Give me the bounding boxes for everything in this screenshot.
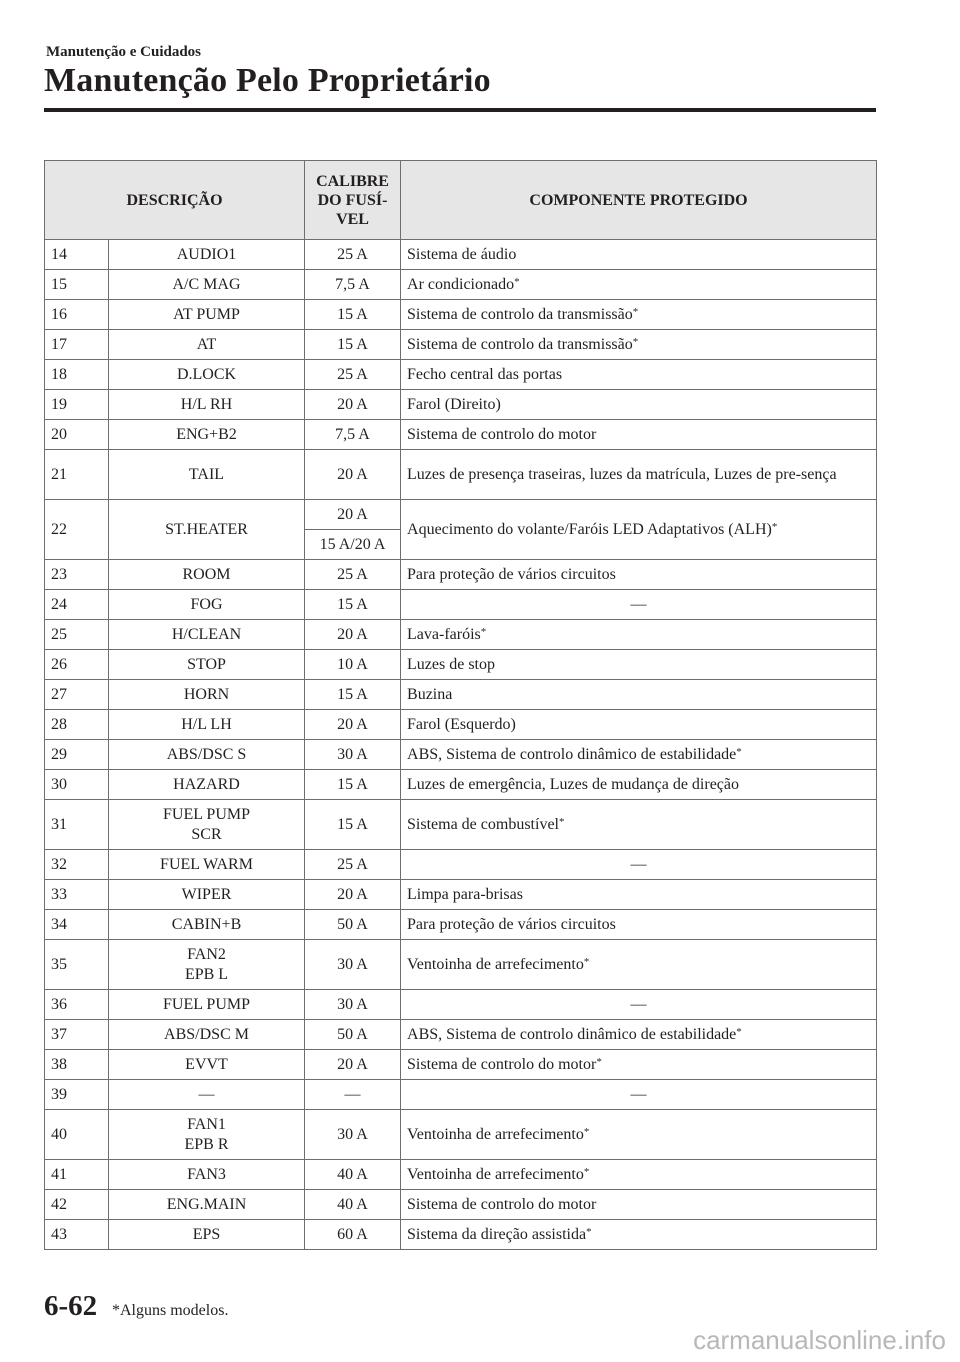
page-title: Manutenção Pelo Proprietário bbox=[44, 62, 491, 99]
fuse-number: 27 bbox=[45, 680, 109, 710]
fuse-rating: 50 A bbox=[305, 910, 401, 940]
component-text: Sistema de controlo da transmissão bbox=[407, 335, 633, 353]
title-rule bbox=[44, 108, 876, 112]
fuse-rating: 15 A bbox=[305, 300, 401, 330]
fuse-rating: 20 A bbox=[305, 450, 401, 500]
model-note-marker: * bbox=[480, 625, 487, 638]
component-text: Sistema de áudio bbox=[407, 245, 517, 263]
fuse-number: 17 bbox=[45, 330, 109, 360]
protected-component bbox=[401, 770, 877, 800]
fuse-description-line: ― bbox=[198, 1085, 215, 1103]
fuse-number: 39 bbox=[45, 1080, 109, 1110]
fuse-number: 21 bbox=[45, 450, 109, 500]
component-text: Fecho central das portas bbox=[407, 365, 563, 383]
component-text: Sistema de combustível bbox=[407, 815, 559, 833]
fuse-description-line: EPB R bbox=[184, 1135, 229, 1153]
table-row bbox=[45, 390, 877, 420]
fuse-description bbox=[109, 450, 305, 500]
fuse-description bbox=[109, 590, 305, 620]
fuse-description bbox=[109, 620, 305, 650]
fuse-rating: 15 A/20 A bbox=[305, 530, 401, 560]
fuse-number: 29 bbox=[45, 740, 109, 770]
protected-component bbox=[401, 1050, 877, 1080]
table-row bbox=[45, 270, 877, 300]
model-note-marker: * bbox=[514, 275, 520, 288]
fuse-number: 14 bbox=[45, 240, 109, 270]
fuse-number: 24 bbox=[45, 590, 109, 620]
fuse-rating: 30 A bbox=[305, 740, 401, 770]
fuse-description-line: AT PUMP bbox=[173, 305, 240, 323]
protected-component bbox=[401, 880, 877, 910]
fuse-rating: 20 A bbox=[305, 500, 401, 530]
fuse-rating: 10 A bbox=[305, 650, 401, 680]
fuse-table bbox=[44, 160, 877, 1250]
fuse-description bbox=[109, 240, 305, 270]
component-text: ― bbox=[630, 1085, 647, 1103]
model-note-marker: * bbox=[736, 1025, 742, 1038]
fuse-number: 20 bbox=[45, 420, 109, 450]
fuse-description-line: ENG+B2 bbox=[176, 425, 237, 443]
table-row bbox=[45, 500, 877, 530]
fuse-description-line: EPB L bbox=[184, 965, 229, 983]
fuse-number: 15 bbox=[45, 270, 109, 300]
fuse-description-line: FAN2 bbox=[187, 945, 226, 963]
fuse-description-line: FAN3 bbox=[187, 1165, 226, 1183]
fuse-rating: 40 A bbox=[305, 1190, 401, 1220]
fuse-description bbox=[109, 1190, 305, 1220]
model-note-marker: * bbox=[771, 520, 778, 533]
header-description: DESCRIÇÃO bbox=[45, 161, 305, 240]
protected-component bbox=[401, 390, 877, 420]
fuse-description-line: TAIL bbox=[188, 465, 225, 483]
table-row bbox=[45, 770, 877, 800]
fuse-number: 30 bbox=[45, 770, 109, 800]
table-row bbox=[45, 710, 877, 740]
component-text: ― bbox=[630, 995, 647, 1013]
fuse-description bbox=[109, 910, 305, 940]
fuse-number: 43 bbox=[45, 1220, 109, 1250]
fuse-description-line: FUEL WARM bbox=[160, 855, 253, 873]
component-text: ABS, Sistema de controlo dinâmico de estabilidade bbox=[407, 1025, 737, 1043]
page-number: 6-62 bbox=[44, 1290, 98, 1322]
fuse-rating: 40 A bbox=[305, 1160, 401, 1190]
protected-component bbox=[401, 300, 877, 330]
component-text: Ventoinha de arrefecimento bbox=[407, 955, 584, 973]
fuse-description bbox=[109, 800, 305, 850]
fuse-number: 28 bbox=[45, 710, 109, 740]
fuse-rating: 25 A bbox=[305, 360, 401, 390]
fuse-rating: 25 A bbox=[305, 240, 401, 270]
table-row bbox=[45, 1020, 877, 1050]
fuse-rating: 15 A bbox=[305, 800, 401, 850]
fuse-rating: 20 A bbox=[305, 880, 401, 910]
fuse-number: 41 bbox=[45, 1160, 109, 1190]
model-note-marker: * bbox=[583, 1165, 590, 1178]
component-text: Limpa para-brisas bbox=[407, 885, 523, 903]
component-text: Farol (Direito) bbox=[407, 395, 501, 413]
fuse-rating: 25 A bbox=[305, 850, 401, 880]
protected-component bbox=[401, 1220, 877, 1250]
fuse-description bbox=[109, 390, 305, 420]
fuse-rating: 60 A bbox=[305, 1220, 401, 1250]
fuse-rating: 25 A bbox=[305, 560, 401, 590]
fuse-number: 18 bbox=[45, 360, 109, 390]
header-fuse-rating: CALIBRE DO FUSÍ-VEL bbox=[305, 161, 401, 240]
protected-component bbox=[401, 420, 877, 450]
table-row bbox=[45, 680, 877, 710]
protected-component bbox=[401, 1190, 877, 1220]
component-text: ABS, Sistema de controlo dinâmico de estabilidade bbox=[407, 745, 737, 763]
fuse-description-line: AUDIO1 bbox=[176, 245, 237, 263]
component-text: ― bbox=[630, 595, 647, 613]
table-row bbox=[45, 740, 877, 770]
model-note-marker: * bbox=[632, 335, 639, 348]
protected-component bbox=[401, 1110, 877, 1160]
table-row bbox=[45, 1110, 877, 1160]
protected-component bbox=[401, 1160, 877, 1190]
protected-component bbox=[401, 560, 877, 590]
fuse-description-line: CABIN+B bbox=[171, 915, 242, 933]
table-row bbox=[45, 620, 877, 650]
fuse-description bbox=[109, 680, 305, 710]
fuse-description-line: SCR bbox=[191, 825, 222, 843]
protected-component bbox=[401, 270, 877, 300]
protected-component bbox=[401, 330, 877, 360]
fuse-rating: 15 A bbox=[305, 680, 401, 710]
fuse-description bbox=[109, 850, 305, 880]
fuse-description bbox=[109, 300, 305, 330]
fuse-rating: 30 A bbox=[305, 940, 401, 990]
table-row bbox=[45, 1220, 877, 1250]
table-row bbox=[45, 590, 877, 620]
protected-component bbox=[401, 240, 877, 270]
fuse-number: 22 bbox=[45, 500, 109, 560]
component-text: Luzes de emergência, Luzes de mudança de direção bbox=[407, 775, 739, 793]
table-row bbox=[45, 560, 877, 590]
fuse-rating: 15 A bbox=[305, 590, 401, 620]
fuse-rating: 7,5 A bbox=[305, 270, 401, 300]
table-row bbox=[45, 240, 877, 270]
model-note-marker: * bbox=[586, 1225, 592, 1238]
table-row bbox=[45, 360, 877, 390]
protected-component bbox=[401, 850, 877, 880]
fuse-description bbox=[109, 710, 305, 740]
fuse-description bbox=[109, 770, 305, 800]
fuse-rating: 15 A bbox=[305, 770, 401, 800]
fuse-description-line: WIPER bbox=[181, 885, 232, 903]
fuse-number: 38 bbox=[45, 1050, 109, 1080]
fuse-rating: ― bbox=[305, 1080, 401, 1110]
fuse-rating: 20 A bbox=[305, 620, 401, 650]
protected-component bbox=[401, 620, 877, 650]
component-text: Para proteção de vários circuitos bbox=[407, 915, 616, 933]
fuse-description-line: FAN1 bbox=[187, 1115, 226, 1133]
fuse-number: 34 bbox=[45, 910, 109, 940]
component-text: Buzina bbox=[407, 685, 453, 703]
protected-component bbox=[401, 800, 877, 850]
table-row bbox=[45, 1190, 877, 1220]
fuse-description-line: EVVT bbox=[185, 1055, 228, 1073]
fuse-description-line: D.LOCK bbox=[176, 365, 237, 383]
model-note-marker: * bbox=[736, 745, 742, 758]
fuse-description-line: ST.HEATER bbox=[165, 520, 248, 538]
fuse-number: 23 bbox=[45, 560, 109, 590]
fuse-number: 19 bbox=[45, 390, 109, 420]
model-note-marker: * bbox=[559, 815, 565, 828]
protected-component bbox=[401, 990, 877, 1020]
model-note-marker: * bbox=[596, 1055, 602, 1068]
fuse-number: 26 bbox=[45, 650, 109, 680]
fuse-number: 16 bbox=[45, 300, 109, 330]
table-row bbox=[45, 990, 877, 1020]
table-row bbox=[45, 880, 877, 910]
component-text: Sistema de controlo do motor bbox=[407, 1195, 597, 1213]
fuse-table-body bbox=[45, 240, 877, 1250]
fuse-number: 33 bbox=[45, 880, 109, 910]
fuse-number: 25 bbox=[45, 620, 109, 650]
fuse-description bbox=[109, 420, 305, 450]
protected-component bbox=[401, 710, 877, 740]
fuse-description bbox=[109, 1020, 305, 1050]
fuse-description-line: FUEL PUMP bbox=[163, 995, 250, 1013]
component-text: Ventoinha de arrefecimento bbox=[407, 1125, 584, 1143]
component-text: Sistema de controlo da transmissão bbox=[407, 305, 633, 323]
fuse-description bbox=[109, 1080, 305, 1110]
fuse-description-line: FUEL PUMP bbox=[163, 805, 250, 823]
fuse-description-line: HORN bbox=[183, 685, 230, 703]
protected-component bbox=[401, 910, 877, 940]
component-text: Sistema de controlo do motor bbox=[407, 425, 597, 443]
table-row bbox=[45, 940, 877, 990]
component-text: Sistema de controlo do motor bbox=[407, 1055, 597, 1073]
table-row bbox=[45, 450, 877, 500]
fuse-description-line: ENG.MAIN bbox=[166, 1195, 247, 1213]
table-header-row bbox=[45, 161, 877, 240]
component-text: Sistema da direção assistida bbox=[407, 1225, 587, 1243]
model-note-marker: * bbox=[632, 305, 639, 318]
fuse-description bbox=[109, 990, 305, 1020]
fuse-description-line: H/L RH bbox=[180, 395, 233, 413]
watermark: carmanualsonline.info bbox=[693, 1325, 946, 1355]
fuse-description-line: ROOM bbox=[182, 565, 231, 583]
fuse-rating: 20 A bbox=[305, 1050, 401, 1080]
component-text: Ar condicionado bbox=[407, 275, 515, 293]
table-row bbox=[45, 850, 877, 880]
fuse-number: 31 bbox=[45, 800, 109, 850]
fuse-description bbox=[109, 330, 305, 360]
fuse-description bbox=[109, 740, 305, 770]
protected-component bbox=[401, 1080, 877, 1110]
protected-component bbox=[401, 450, 877, 500]
protected-component bbox=[401, 650, 877, 680]
fuse-description-line: ABS/DSC M bbox=[164, 1025, 249, 1043]
fuse-description-line: AT bbox=[196, 335, 217, 353]
fuse-rating: 7,5 A bbox=[305, 420, 401, 450]
model-note-marker: * bbox=[583, 1125, 590, 1138]
fuse-number: 35 bbox=[45, 940, 109, 990]
table-row bbox=[45, 1080, 877, 1110]
model-note-marker: * bbox=[583, 955, 590, 968]
fuse-description bbox=[109, 1110, 305, 1160]
fuse-number: 40 bbox=[45, 1110, 109, 1160]
table-row bbox=[45, 1160, 877, 1190]
component-text: ― bbox=[630, 855, 647, 873]
table-row bbox=[45, 330, 877, 360]
component-text: Farol (Esquerdo) bbox=[407, 715, 516, 733]
fuse-rating: 20 A bbox=[305, 390, 401, 420]
protected-component bbox=[401, 360, 877, 390]
fuse-description-line: FOG bbox=[190, 595, 223, 613]
component-text: Luzes de stop bbox=[407, 655, 495, 673]
fuse-number: 37 bbox=[45, 1020, 109, 1050]
fuse-rating: 15 A bbox=[305, 330, 401, 360]
table-row bbox=[45, 420, 877, 450]
fuse-number: 36 bbox=[45, 990, 109, 1020]
fuse-description bbox=[109, 1160, 305, 1190]
fuse-description-line: H/L LH bbox=[181, 715, 232, 733]
fuse-description bbox=[109, 880, 305, 910]
fuse-rating: 20 A bbox=[305, 710, 401, 740]
component-text: Lava-faróis bbox=[407, 625, 481, 643]
fuse-number: 32 bbox=[45, 850, 109, 880]
protected-component bbox=[401, 940, 877, 990]
table-row bbox=[45, 910, 877, 940]
fuse-description-line: H/CLEAN bbox=[171, 625, 242, 643]
fuse-description bbox=[109, 500, 305, 560]
protected-component bbox=[401, 740, 877, 770]
fuse-description-line: HAZARD bbox=[173, 775, 240, 793]
protected-component bbox=[401, 680, 877, 710]
fuse-description-line: A/C MAG bbox=[172, 275, 241, 293]
protected-component bbox=[401, 500, 877, 560]
table-row bbox=[45, 1050, 877, 1080]
protected-component bbox=[401, 590, 877, 620]
fuse-description bbox=[109, 1050, 305, 1080]
header-protected-component: COMPONENTE PROTEGIDO bbox=[401, 161, 877, 240]
fuse-rating: 50 A bbox=[305, 1020, 401, 1050]
fuse-description bbox=[109, 560, 305, 590]
fuse-description bbox=[109, 940, 305, 990]
component-text: Para proteção de vários circuitos bbox=[407, 565, 616, 583]
fuse-description bbox=[109, 650, 305, 680]
fuse-description-line: EPS bbox=[192, 1225, 221, 1243]
fuse-rating: 30 A bbox=[305, 990, 401, 1020]
table-row bbox=[45, 650, 877, 680]
table-row bbox=[45, 300, 877, 330]
component-text: Ventoinha de arrefecimento bbox=[407, 1165, 584, 1183]
fuse-rating: 30 A bbox=[305, 1110, 401, 1160]
fuse-description-line: ABS/DSC S bbox=[166, 745, 247, 763]
fuse-description bbox=[109, 360, 305, 390]
fuse-description bbox=[109, 1220, 305, 1250]
component-text: Luzes de presença traseiras, luzes da matrícula, Luzes de pre-sença bbox=[407, 465, 837, 483]
protected-component bbox=[401, 1020, 877, 1050]
table-row bbox=[45, 800, 877, 850]
fuse-description-line: STOP bbox=[187, 655, 226, 673]
component-text: Aquecimento do volante/Faróis LED Adaptativos (ALH) bbox=[407, 520, 772, 538]
fuse-number: 42 bbox=[45, 1190, 109, 1220]
fuse-description bbox=[109, 270, 305, 300]
footnote: *Alguns modelos. bbox=[112, 1302, 229, 1319]
section-heading: Manutenção e Cuidados bbox=[46, 44, 202, 60]
